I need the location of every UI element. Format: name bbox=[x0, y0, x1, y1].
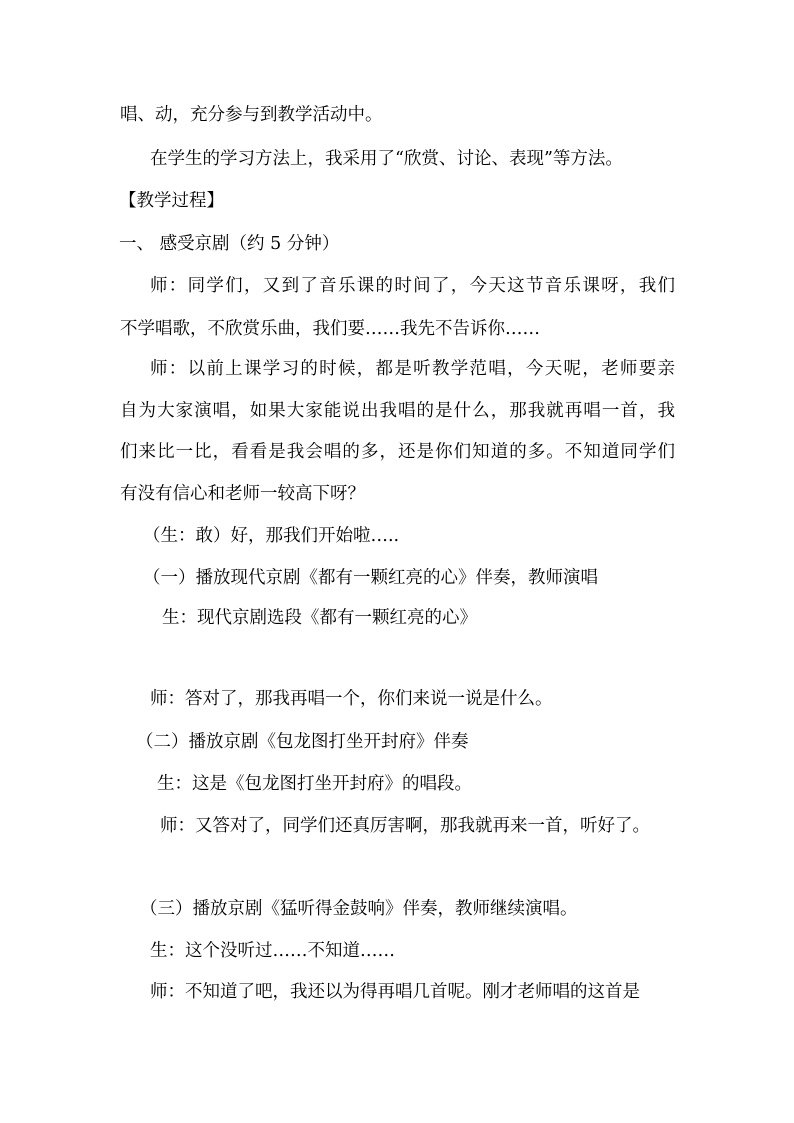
paragraph-line: 生：这个没听过……不知道…… bbox=[150, 941, 395, 961]
paragraph-line: 有没有信心和老师一较高下呀？ bbox=[120, 484, 365, 504]
paragraph-line: （二）播放京剧《包龙图打坐开封府》伴奏 bbox=[136, 732, 469, 752]
paragraph-line: （生：敢）好，那我们开始啦….. bbox=[143, 526, 400, 546]
paragraph-line: 在学生的学习方法上，我采用了“欣赏、讨论、表现”等方法。 bbox=[150, 149, 623, 169]
paragraph-line: 生：现代京剧选段《都有一颗红亮的心》 bbox=[162, 608, 477, 628]
paragraph-line: 师：不知道了吧，我还以为得再唱几首呢。刚才老师唱的这首是 bbox=[150, 982, 640, 1002]
paragraph-line: 唱、动，充分参与到教学活动中。 bbox=[120, 105, 383, 125]
paragraph-line: 不学唱歌，不欣赏乐曲，我们要……我先不告诉你…… bbox=[120, 319, 540, 339]
paragraph-line: （一）播放现代京剧《都有一颗红亮的心》伴奏，教师演唱 bbox=[143, 568, 598, 588]
paragraph-line: （三）播放京剧《猛听得金鼓响》伴奏，教师继续演唱。 bbox=[140, 899, 578, 919]
subsection-heading: 一、 感受京剧（约 5 分钟） bbox=[119, 234, 340, 254]
paragraph-line: 师：答对了，那我再唱一个，你们来说一说是什么。 bbox=[150, 689, 553, 709]
paragraph-line: 师：同学们，又到了音乐课的时间了，今天这节音乐课呀，我们 bbox=[150, 276, 675, 296]
section-heading: 【教学过程】 bbox=[119, 191, 224, 211]
paragraph-line: 师：以前上课学习的时候，都是听教学范唱，今天呢，老师要亲 bbox=[150, 359, 675, 379]
paragraph-line: 自为大家演唱，如果大家能说出我唱的是什么，那我就再唱一首，我 bbox=[120, 401, 675, 421]
paragraph-line: 生：这是《包龙图打坐开封府》的唱段。 bbox=[157, 774, 472, 794]
paragraph-line: 师：又答对了，同学们还真厉害啊，那我就再来一首，听好了。 bbox=[160, 816, 650, 836]
paragraph-line: 们来比一比，看看是我会唱的多，还是你们知道的多。不知道同学们 bbox=[120, 442, 675, 462]
